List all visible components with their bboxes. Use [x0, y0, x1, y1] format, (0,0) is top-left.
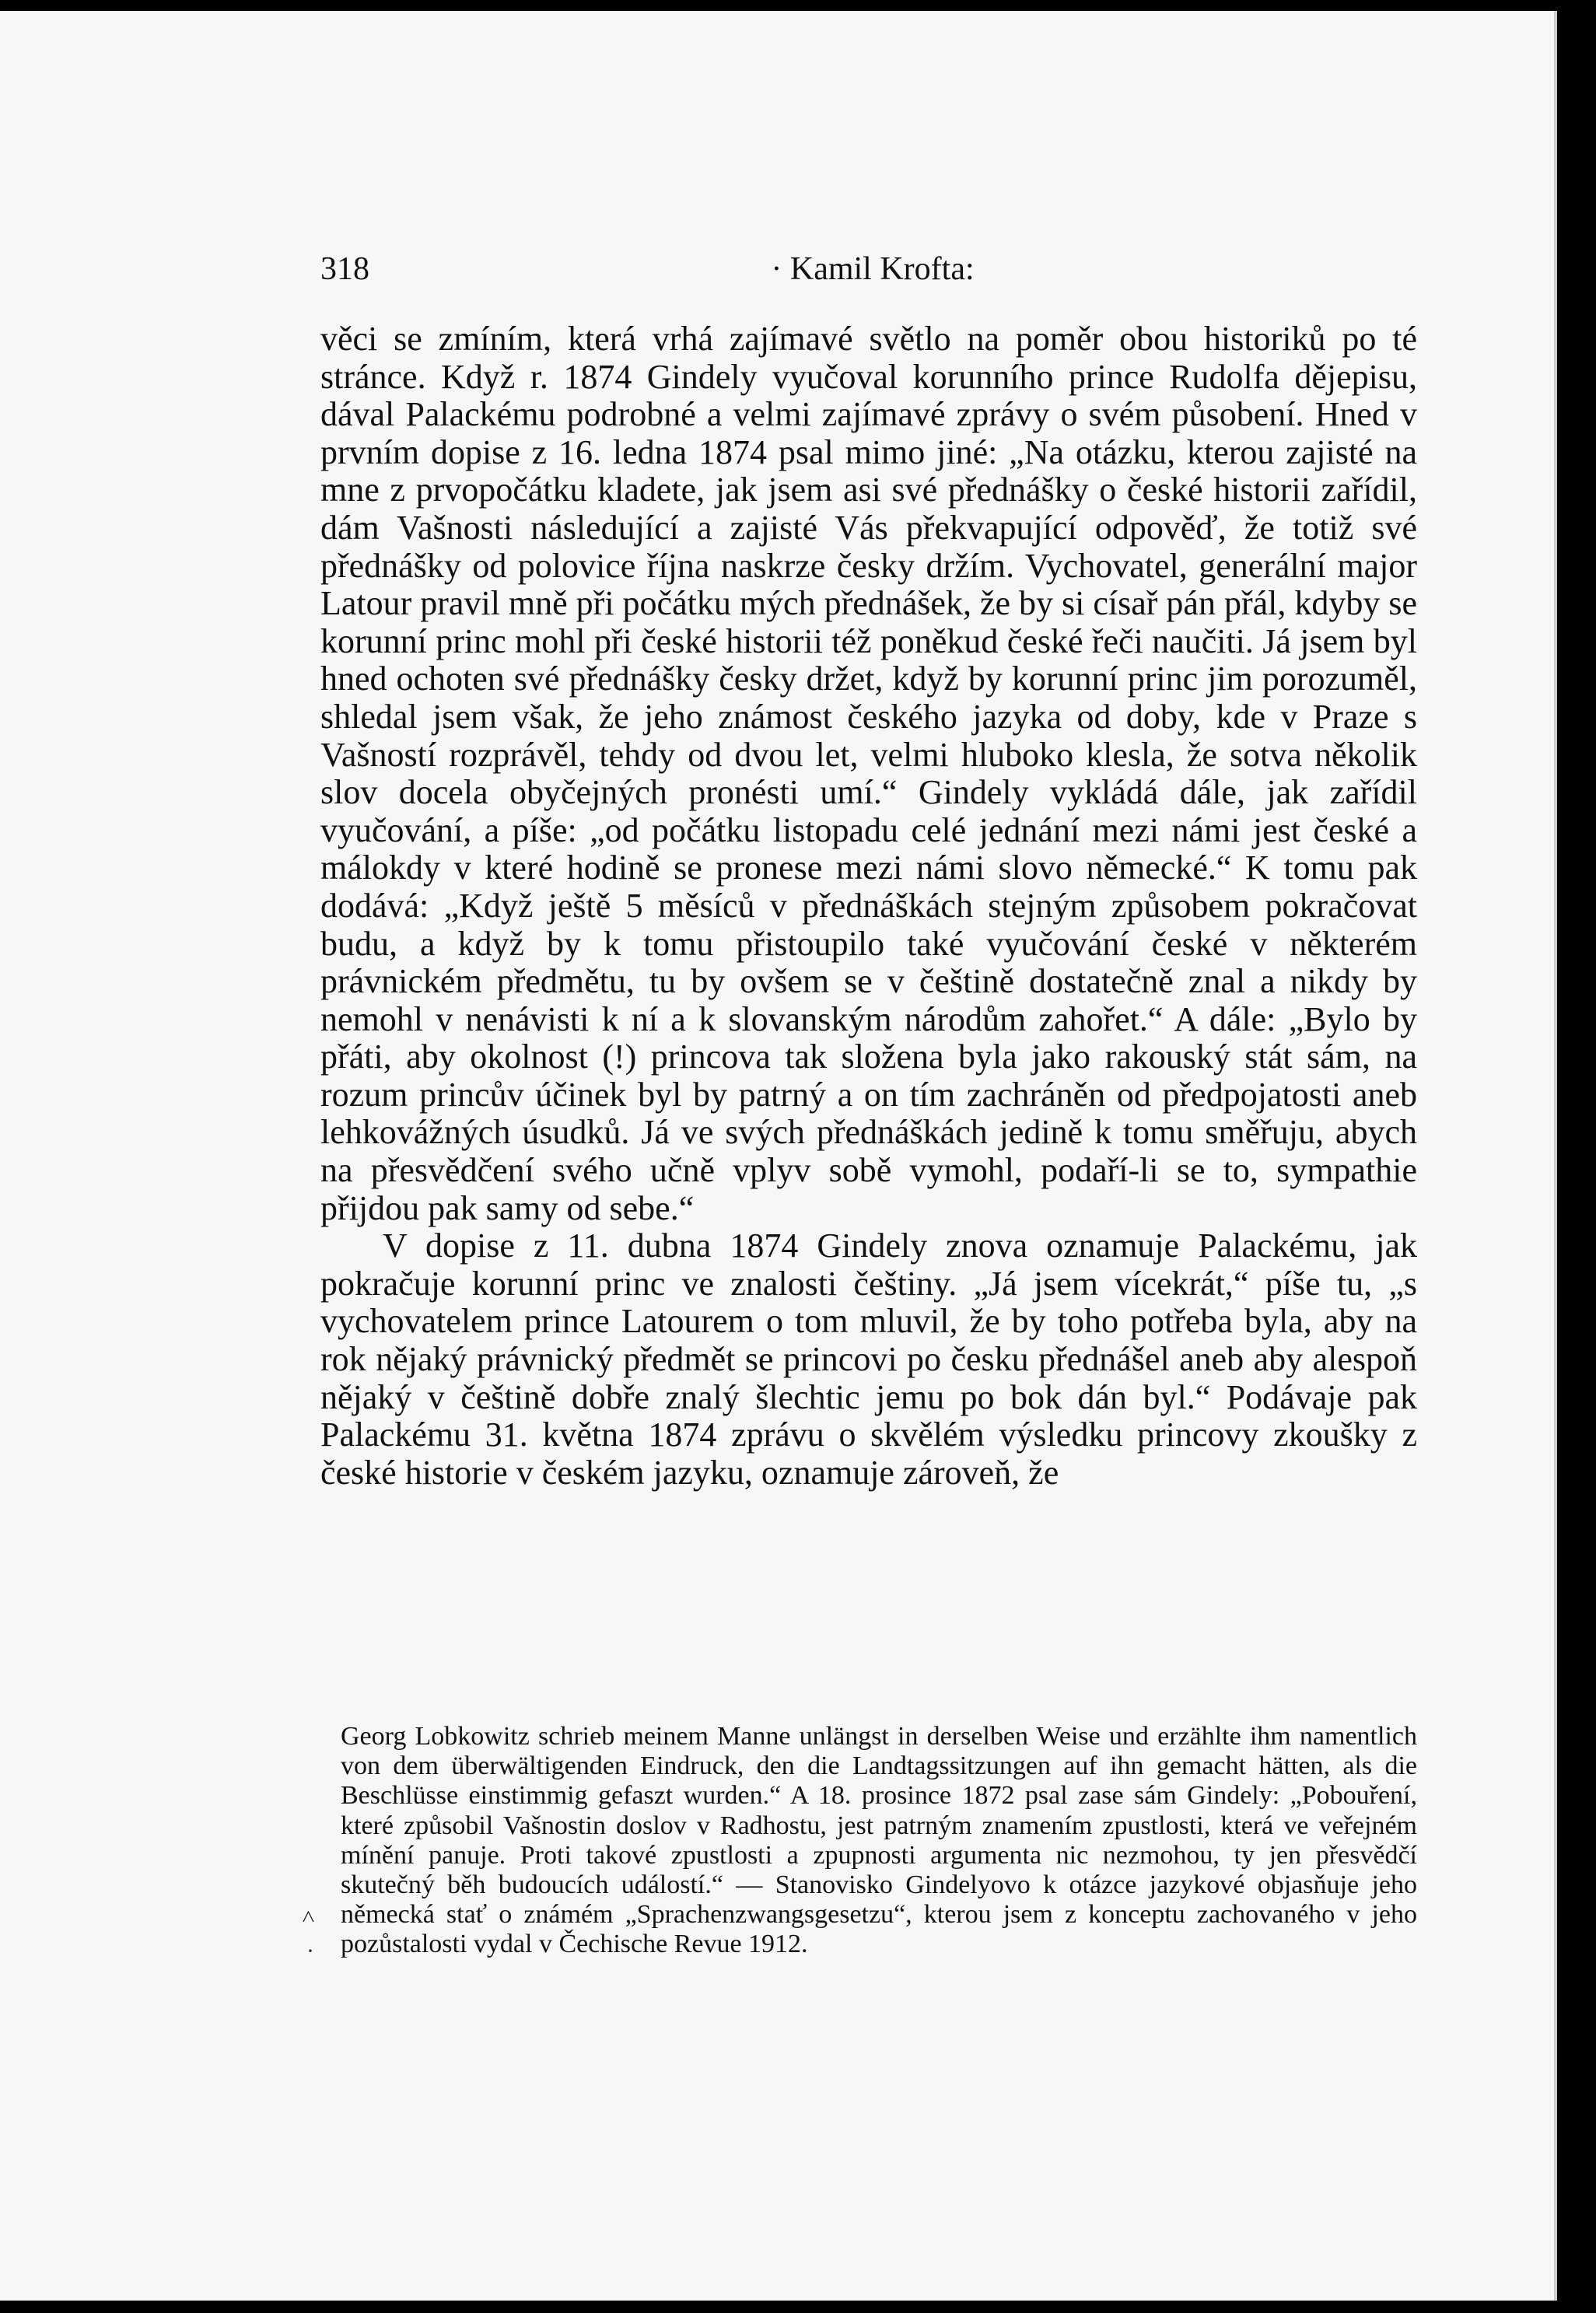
margin-speck-icon: ˄ — [302, 1904, 315, 1930]
paper-sheet — [0, 11, 1554, 2301]
running-head — [320, 250, 1425, 297]
page-number: 318 — [320, 251, 369, 287]
footnote-text: Georg Lobkowitz schrieb meinem Manne unlängst in derselben Weise und erzählte ihm namentlich von dem überwältigenden Eindruck, den die Landtagssitzungen auf ihn gemacht hätten, als die Beschlüsse einstimmig gefaszt wurden.“ A 18. prosince 1872 psal zase sám Gindely: „Pobouření, které způsobil Vašnostin doslov v Radhostu, jest patrným znamením zpustlosti, která ve veřejném mínění panuje. Proti takové zpustlosti a zpupnosti argumenta nic nezmohou, ty jen přesvědčí skutečný běh budoucích událostí.“ — Stanovisko Gindelyovo k otázce jazykové objasňuje jeho německá stať o známém „Sprachenzwangsgesetzu“, kterou jsem z konceptu zachovaného v jeho pozůstalosti vydal v Čechische Revue 1912. — [341, 1722, 1417, 1959]
paragraph: V dopise z 11. dubna 1874 Gindely znova oznamuje Palackému, jak pokračuje korunní princ ve znalosti češtiny. „Já jsem vícekrát,“ píše tu, „s vychovatelem prince Latourem o tom mluvil, že by toho potřeba byla, aby na rok nějaký právnický předmět se princovi po česku přednášel aneb aby alespoň nějaký v češtině dobře znalý šlechtic jemu po bok dán byl.“ Podávaje pak Palackému 31. května 1874 zprávu o skvělém výsledku princovy zkoušky z české historie v českém jazyku, oznamuje zároveň, že — [320, 1226, 1417, 1492]
author-heading: · Kamil Krofta: — [771, 251, 975, 287]
footnote-block — [341, 1722, 1417, 1960]
page-edge — [1554, 11, 1557, 2301]
margin-speck-icon: · — [306, 1938, 314, 1964]
body-text — [320, 320, 1417, 1492]
paragraph: věci se zmíním, která vrhá zajímavé světlo na poměr obou historiků po té stránce. Když r. 1874 Gindely vyučoval korunního prince Rudolfa dějepisu, dával Palackému podrobné a velmi zajímavé zprávy o svém působení. Hned v prvním dopise z 16. ledna 1874 psal mimo jiné: „Na otázku, kterou zajisté na mne z prvopočátku kladete, jak jsem asi své přednášky o české historii zařídil, dám Vašnosti následující a zajisté Vás překvapující odpověď, že totiž své přednášky od polovice října naskrze česky držím. Vychovatel, generální major Latour pravil mně při počátku mých přednášek, že by si císař pán přál, kdyby se korunní princ mohl při české historii též poněkud české řeči naučiti. Já jsem byl hned ochoten své přednášky česky držet, když by korunní princ jim porozuměl, shledal jsem však, že jeho známost českého jazyka od doby, kde v Praze s Vašností rozprávěl, tehdy od dvou let, velmi hluboko klesla, že sotva několik slov docela obyčejných pronésti umí.“ Gindely vykládá dále, jak zařídil vyučování, a píše: „od počátku listopadu celé jednání mezi námi jest české a málokdy v které hodině se pronese mezi námi slovo německé.“ K tomu pak dodává: „Když ještě 5 měsíců v přednáškách stejným způsobem pokračovat budu, a když by k tomu přistoupilo také vyučování české v některém právnickém předmětu, tu by ovšem se v češtině dostatečně znal a nikdy by nemohl v nenávisti k ní a k slovanským národům zahořet.“ A dále: „Bylo by přáti, aby okolnost (!) princova tak složena byla jako rakouský stát sám, na rozum princův účinek byl by patrný a on tím zachráněn od předpojatosti aneb lehkovážných úsudků. Já ve svých přednáškách jedině k tomu směřuju, abych na přesvědčení svého učně vplyv sobě vymohl, podaří-li se to, sympathie přijdou pak samy od sebe.“ — [320, 320, 1417, 1227]
